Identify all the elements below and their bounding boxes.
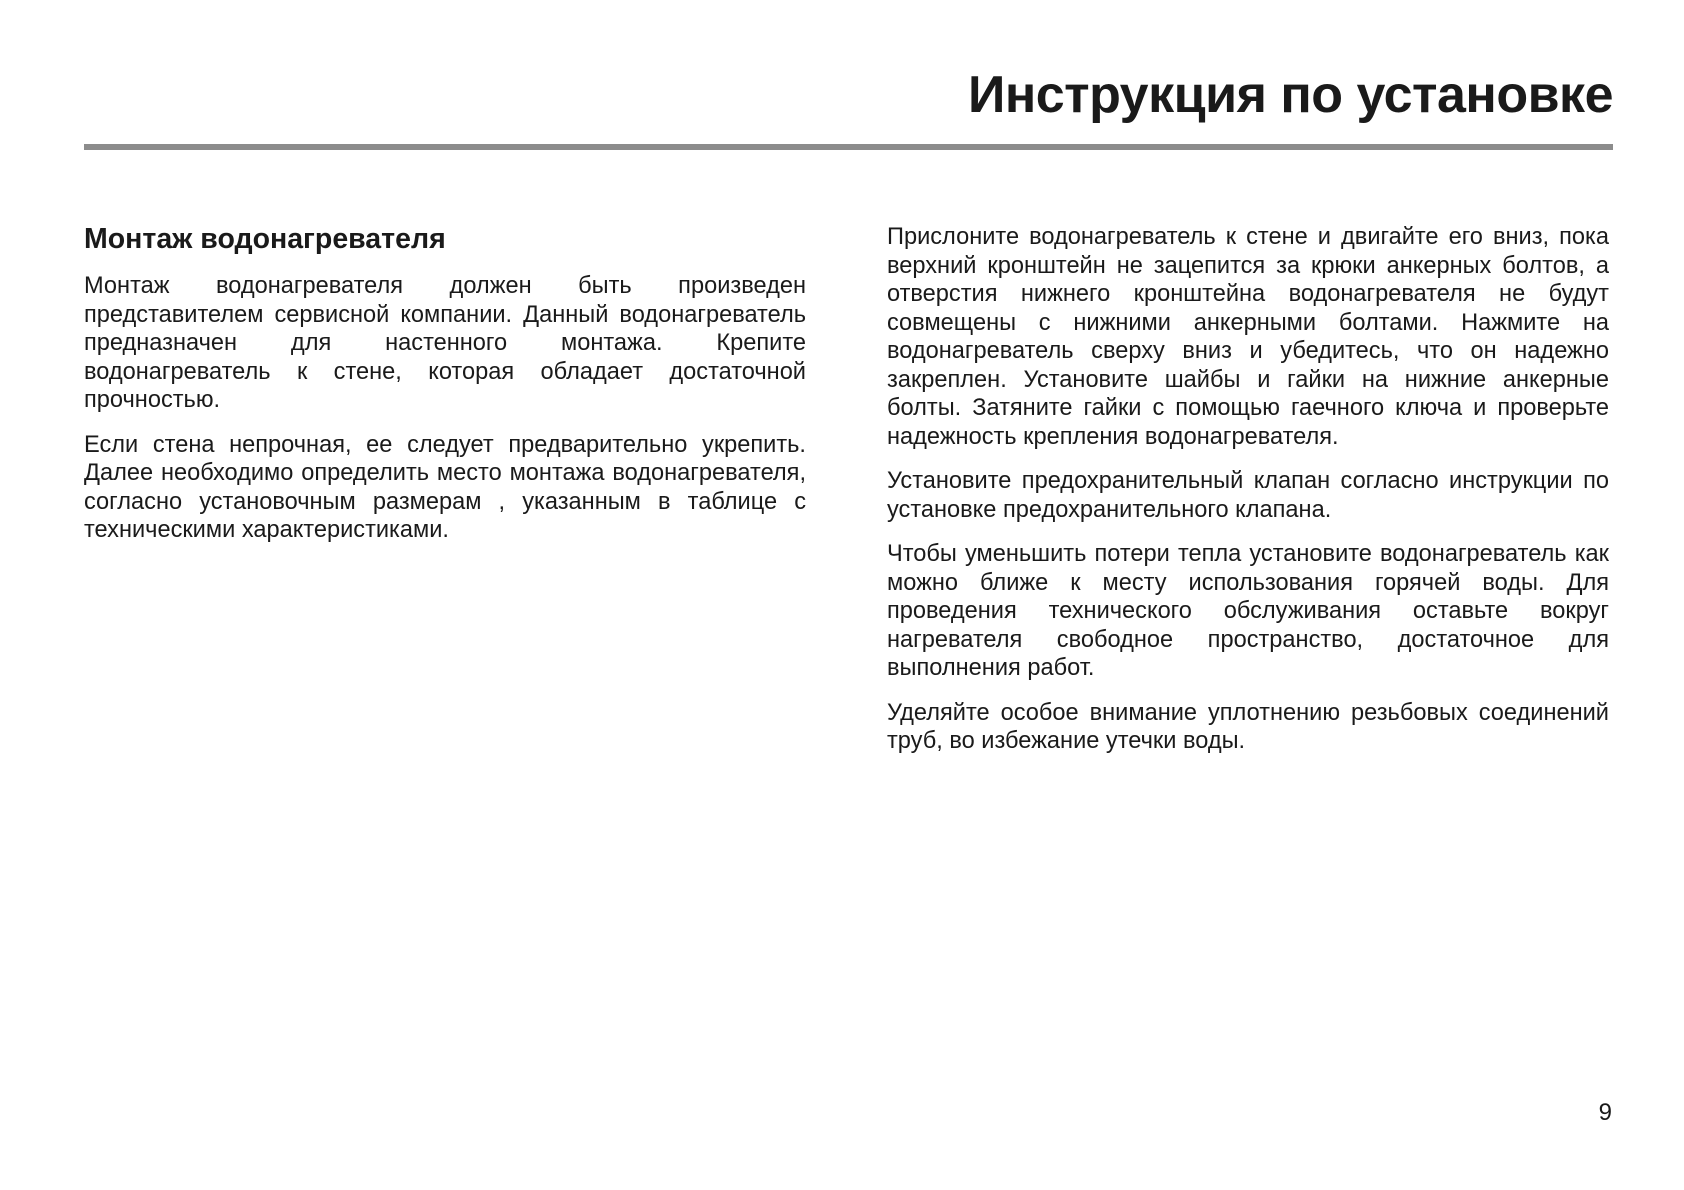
header-divider [84,144,1613,150]
left-column [84,220,806,561]
paragraph-hanging: Прислоните водонагреватель к стене и двигайте его вниз, пока верхний кронштейн не зацепится за крюки анкерных болтов, а отверстия нижнего кронштейна водонагревателя не будут совмещены с нижними анкерными болтами. Нажмите на водонагреватель сверху вниз и убедитесь, что он надежно закреплен. Установите шайбы и гайки на нижние анкерные болты. Затяните гайки с помощью гаечного ключа и проверьте надежность крепления водонагревателя. [887,224,1609,450]
paragraph-thread-sealing: Уделяйте особое внимание уплотнению резьбовых соединений труб, во избежание утечки воды. [887,699,1609,754]
paragraph-safety-valve: Установите предохранительный клапан согласно инструкции по установке предохранительного клапана. [887,468,1609,523]
page-header [84,60,1613,150]
page-number: 9 [1598,1099,1612,1126]
paragraph-wall-strength: Если стена непрочная, ее следует предварительно укрепить. Далее необходимо определить место монтажа водонагревателя, согласно установочным размерам , указанным в таблице с техническими характеристиками. [84,431,806,543]
page-title: Инструкция по установке [967,66,1613,124]
paragraph-mounting-intro: Монтаж водонагревателя должен быть произведен представителем сервисной компании. Данный водонагреватель предназначен для настенного монтажа. Крепите водонагреватель к стене, которая обладает достаточной прочностью. [84,273,806,413]
paragraph-heat-loss: Чтобы уменьшить потери тепла установите водонагреватель как можно ближе к месту использования горячей воды. Для проведения технического обслуживания оставьте вокруг нагревателя свободное пространство, достаточное для выполнения работ. [887,541,1609,681]
section-heading: Монтаж водонагревателя [84,223,446,255]
right-column [887,223,1609,772]
